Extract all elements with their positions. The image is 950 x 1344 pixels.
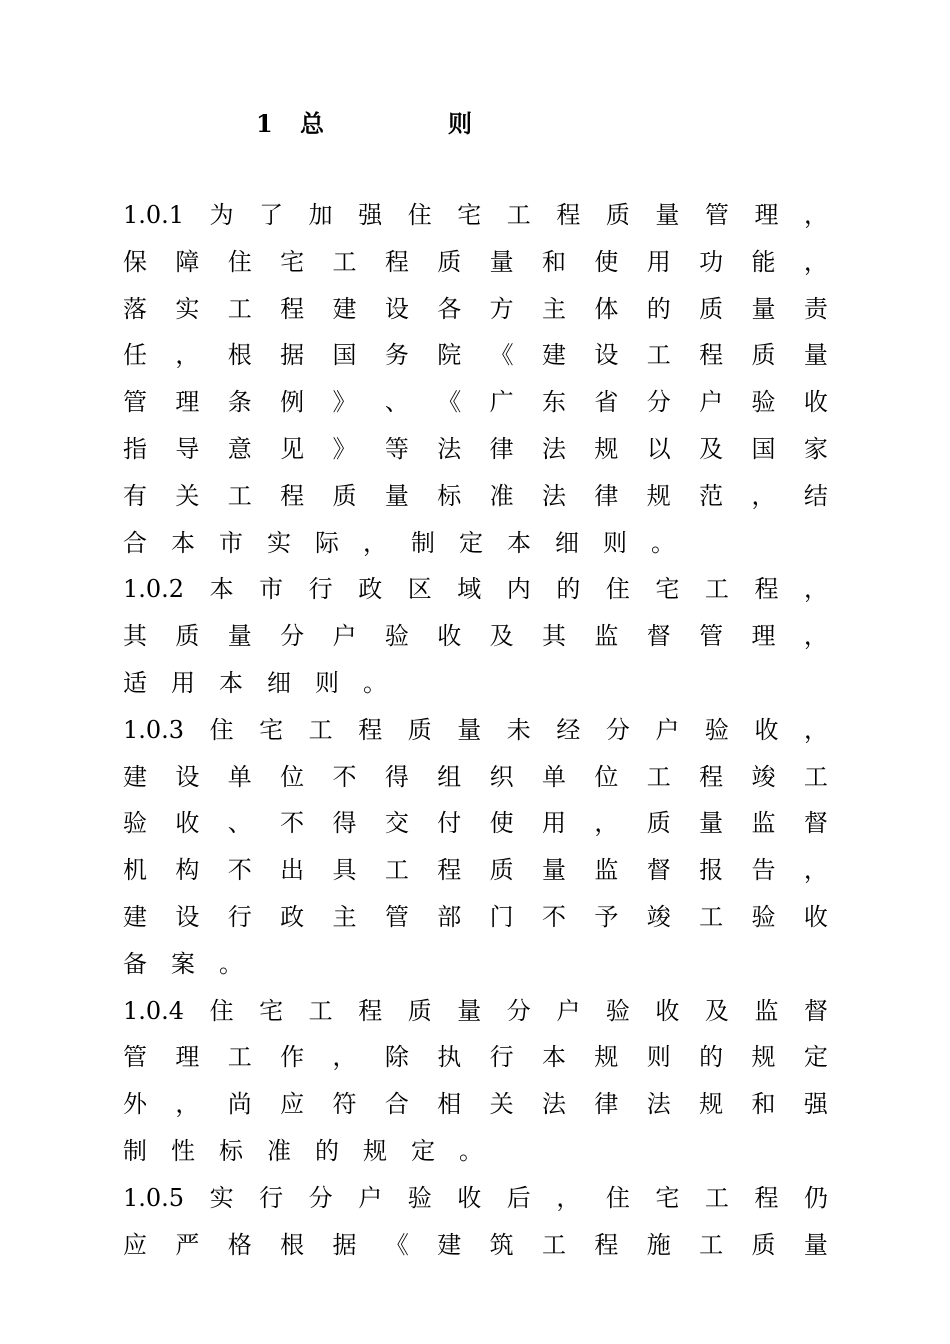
chapter-title [250, 104, 490, 144]
text-line: 1.0.5 实 行 分 户 验 收 后 ， 住 宅 工 程 仍 [123, 1183, 828, 1212]
text-line: 建 设 行 政 主 管 部 门 不 予 竣 工 验 收 [123, 902, 828, 931]
text-line: 有 关 工 程 质 量 标 准 法 律 规 范 ， 结 [123, 481, 828, 510]
text-line: 其 质 量 分 户 验 收 及 其 监 督 管 理 ， [123, 622, 828, 651]
text-line: 外 ， 尚 应 符 合 相 关 法 律 法 规 和 强 [123, 1090, 828, 1119]
body-text [123, 192, 828, 1268]
text-line: 1.0.2 本 市 行 政 区 域 内 的 住 宅 工 程 ， [123, 575, 828, 604]
text-line: 机 构 不 出 具 工 程 质 量 监 督 报 告 ， [123, 856, 828, 885]
text-line: 适 用 本 细 则 。 [123, 668, 387, 697]
chapter-title-char-2: 则 [448, 109, 472, 138]
text-line: 备 案 。 [123, 949, 243, 978]
text-line: 建 设 单 位 不 得 组 织 单 位 工 程 竣 工 [123, 762, 828, 791]
text-line: 任 ， 根 据 国 务 院 《 建 设 工 程 质 量 [123, 341, 828, 370]
text-line: 管 理 工 作 ， 除 执 行 本 规 则 的 规 定 [123, 1043, 828, 1072]
chapter-title-char-1: 总 [300, 109, 324, 138]
text-line: 1.0.1 为 了 加 强 住 宅 工 程 质 量 管 理 ， [123, 201, 828, 229]
text-line: 应 严 格 根 据 《 建 筑 工 程 施 工 质 量 [123, 1230, 828, 1259]
text-line: 合 本 市 实 际 ， 制 定 本 细 则 。 [123, 528, 675, 557]
text-line: 1.0.3 住 宅 工 程 质 量 未 经 分 户 验 收 ， [123, 715, 828, 744]
text-line: 指 导 意 见 》 等 法 律 法 规 以 及 国 家 [123, 434, 828, 463]
text-line: 保 障 住 宅 工 程 质 量 和 使 用 功 能 ， [123, 247, 828, 276]
text-line: 制 性 标 准 的 规 定 。 [123, 1136, 483, 1165]
text-line: 1.0.4 住 宅 工 程 质 量 分 户 验 收 及 监 督 [123, 996, 828, 1025]
chapter-number: 1 [256, 109, 273, 138]
text-line: 验 收 、 不 得 交 付 使 用 ， 质 量 监 督 [123, 809, 828, 838]
text-line: 落 实 工 程 建 设 各 方 主 体 的 质 量 责 [123, 294, 828, 323]
text-line: 管 理 条 例 》 、 《 广 东 省 分 户 验 收 [123, 388, 828, 417]
